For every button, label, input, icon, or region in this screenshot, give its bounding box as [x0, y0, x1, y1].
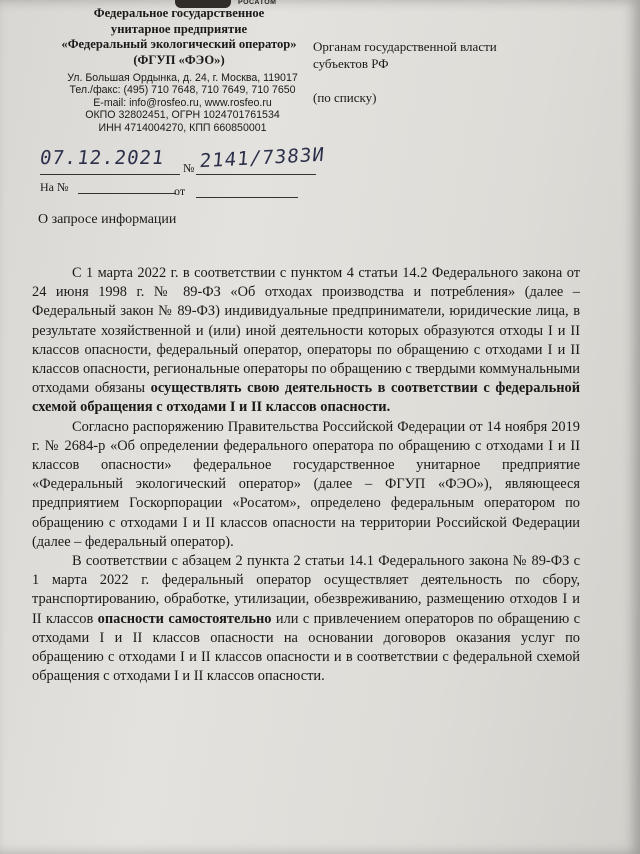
on-number-label: На №: [40, 180, 69, 194]
recipient-line: Органам государственной власти: [313, 39, 497, 54]
contact-line: E-mail: info@rosfeo.ru, www.rosfeo.ru: [93, 96, 272, 109]
body-paragraph-2: Согласно распоряжению Правительства Российской Федерации от 14 ноября 2019 г. № 2684-р «Об определении федерального оператора по обращению с отходами I и II классов опасности» федеральное государственное унитарное предприятие «Федеральный экологический оператор» (далее – ФГУП «ФЭО»), являющееся предприятием Госкорпорации «Росатом», определено федеральным оператором по обращению с отходами I и II классов опасности на территории Российской Федерации (далее – федеральный оператор).: [32, 418, 580, 550]
paragraph-text: С 1 марта 2022 г. в соответствии с пунктом 4 статьи 14.2 Федерального закона от 24 июня 1998 г. № 89-ФЗ «Об отходах производства и потребления» (далее – Федеральный закон № 89-ФЗ) индивидуальные предприниматели, юридические лица, в результате хозяйственной и (или) иной деятельности которых образуются отходы I и II классов опасности, федеральный оператор, операторы по обращению с отходами I и II классов опасности, региональные операторы по обращению с твердыми коммунальными отходами обязаны: [32, 265, 580, 397]
org-line: Федеральное государственное: [93, 6, 265, 20]
contact-line: Ул. Большая Ордынка, д. 24, г. Москва, 119017: [67, 72, 298, 84]
contact-line: Тел./факс: (495) 710 7648, 710 7649, 710 7650: [69, 84, 296, 97]
recipient-line: субъектов РФ: [313, 56, 389, 71]
org-line: «Федеральный экологический оператор»: [61, 37, 297, 52]
on-number-underline: [78, 193, 176, 194]
body-paragraph-1: [32, 264, 580, 418]
date-underline: [40, 174, 180, 175]
org-line: (ФГУП «ФЭО»): [133, 52, 225, 67]
paragraph-text: В соответствии с абзацем 2 пункта 2 статьи 14.1 Федерального закона № 89-ФЗ с 1 марта 2022 г. федеральный оператор осуществляет деятельность по сбору, транспортированию, обработке, утилизации, обезвреживанию, размещению отходов I и II классов: [32, 553, 580, 627]
letter-body: [32, 264, 580, 686]
letter-subject: О запросе информации: [38, 212, 177, 227]
from-underline: [196, 197, 298, 198]
organization-header: [48, 6, 310, 68]
organization-contacts: [50, 72, 315, 134]
paragraph-text: или с привлечением операторов по обращению с отходами I и II классов опасности на основании договоров оказания услуг по обращению с отходами I и II классов опасности и в соответствии с федеральной схемой обращения с отходами I и II классов опасности.: [32, 610, 580, 685]
recipient-list-note: (по списку): [313, 90, 377, 105]
number-underline: [196, 174, 316, 175]
logo-text: РОСАТОМ: [238, 0, 277, 6]
recipient-block: [313, 38, 497, 106]
handwritten-date: 07.12.2021: [38, 147, 166, 169]
registration-date-number: [38, 143, 330, 187]
paragraph-bold-text: осуществлять свою деятельность в соответствии с федеральной схемой обращения с отходами I и II классов опасности.: [32, 380, 581, 416]
org-line: унитарное предприятие: [110, 21, 248, 36]
contact-line: ИНН 4714004270, КПП 660850001: [98, 121, 267, 134]
paragraph-bold-text: опасности самостоятельно: [97, 610, 272, 627]
number-label: №: [183, 161, 195, 175]
handwritten-number: 2141/7383И: [198, 143, 326, 173]
from-label: от: [174, 184, 186, 198]
body-paragraph-3: [32, 552, 580, 686]
contact-line: ОКПО 32802451, ОГРН 1024701761534: [85, 109, 280, 122]
